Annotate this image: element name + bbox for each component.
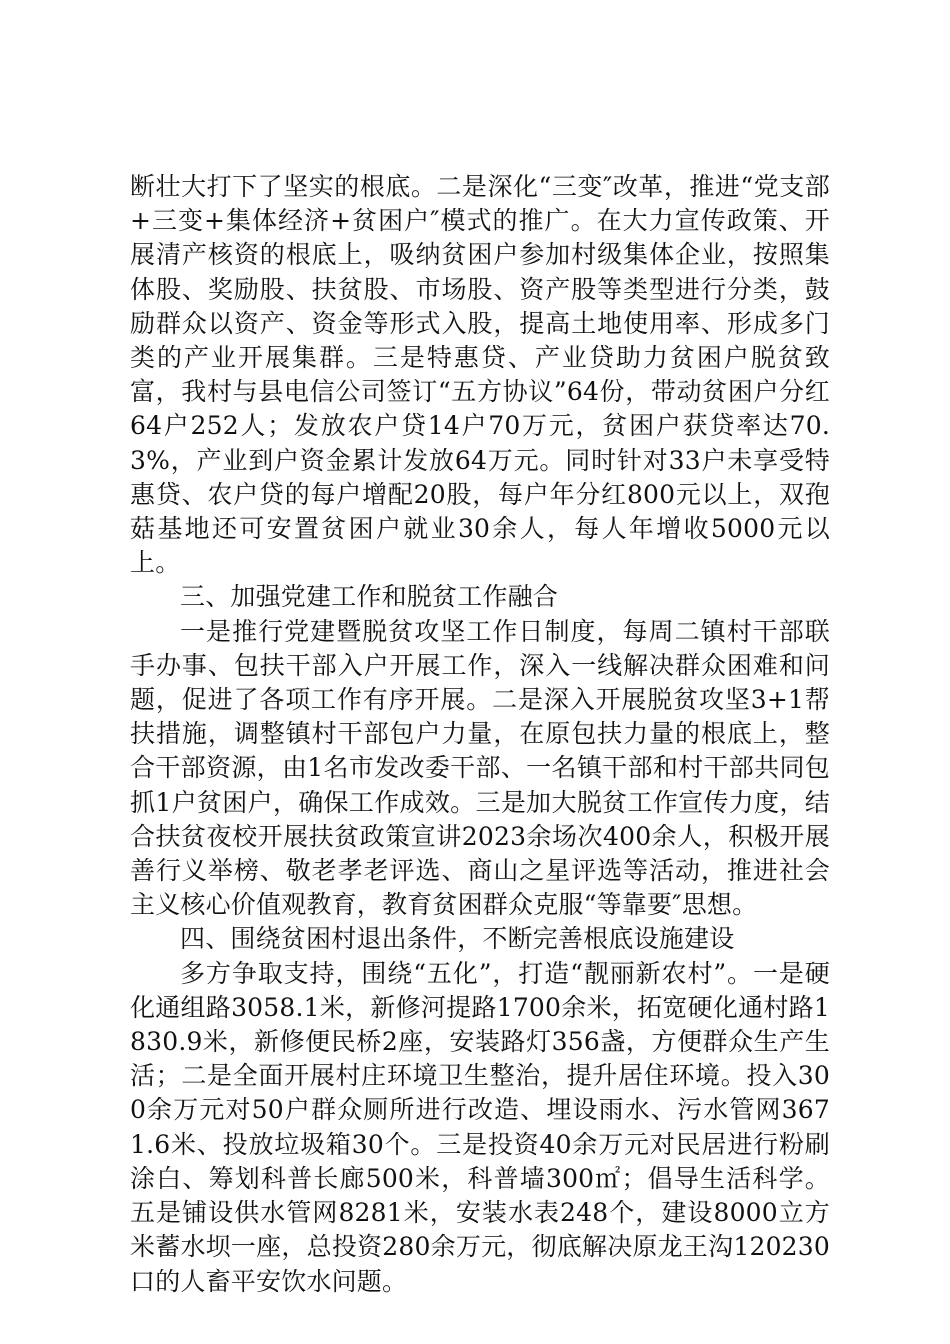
document-body	[130, 170, 830, 1299]
paragraph-reform-and-loans: 断壮大打下了坚实的根底。二是深化“三变″改革，推进“党支部+三变+集体经济+贫困户″模式的推广。在大力宣传政策、开展清产核资的根底上，吸纳贫困户参加村级集体企业，按照集体股、奖励股、扶贫股、市场股、资产股等类型进行分类，鼓励群众以资产、资金等形式入股，提高土地使用率、形成多门类的产业开展集群。三是特惠贷、产业贷助力贫困户脱贫致富，我村与县电信公司签订“五方协议”64份，带动贫困户分红64户252人；发放农户贷14户70万元，贫困户获贷率达70.3%，产业到户资金累计发放64万元。同时针对33户未享受特惠贷、农户贷的每户增配20股，每户年分红800元以上，双孢菇基地还可安置贫困户就业30余人，每人年增收5000元以上。	[130, 172, 830, 578]
section-heading-party-building: 三、加强党建工作和脱贫工作融合	[180, 582, 559, 612]
paragraph-infrastructure: 多方争取支持，围绕“五化”，打造“靓丽新农村”。一是硬化通组路3058.1米，新修河提路1700余米，拓宽硬化通村路1830.9米，新修便民桥2座，安装路灯356盏，方便群众生产生活；二是全面开展村庄环境卫生整治，提升居住环境。投入300余万元对50户群众厕所进行改造、埋设雨水、污水管网3671.6米、投放垃圾箱30个。三是投资40余万元对民居进行粉刷涂白、筹划科普长廊500米，科普墙300㎡；倡导生活科学。五是铺设供水管网8281米，安装水表248个，建设8000立方米蓄水坝一座，总投资280余万元，彻底解决原龙王沟120230口的人畜平安饮水问题。	[130, 958, 830, 1296]
paragraph-party-building: 一是推行党建暨脱贫攻坚工作日制度，每周二镇村干部联手办事、包扶干部入户开展工作，深入一线解决群众困难和问题，促进了各项工作有序开展。二是深入开展脱贫攻坚3+1帮扶措施，调整镇村干部包户力量，在原包扶力量的根底上，整合干部资源，由1名市发改委干部、一名镇干部和村干部共同包抓1户贫困户，确保工作成效。三是加大脱贫工作宣传力度，结合扶贫夜校开展扶贫政策宣讲2023余场次400余人，积极开展善行义举榜、敬老孝老评选、商山之星评选等活动，推进社会主义核心价值观教育，教育贫困群众克服“等靠要″思想。	[130, 616, 830, 920]
section-heading-infrastructure: 四、围绕贫困村退出条件，不断完善根底设施建设	[180, 924, 735, 954]
